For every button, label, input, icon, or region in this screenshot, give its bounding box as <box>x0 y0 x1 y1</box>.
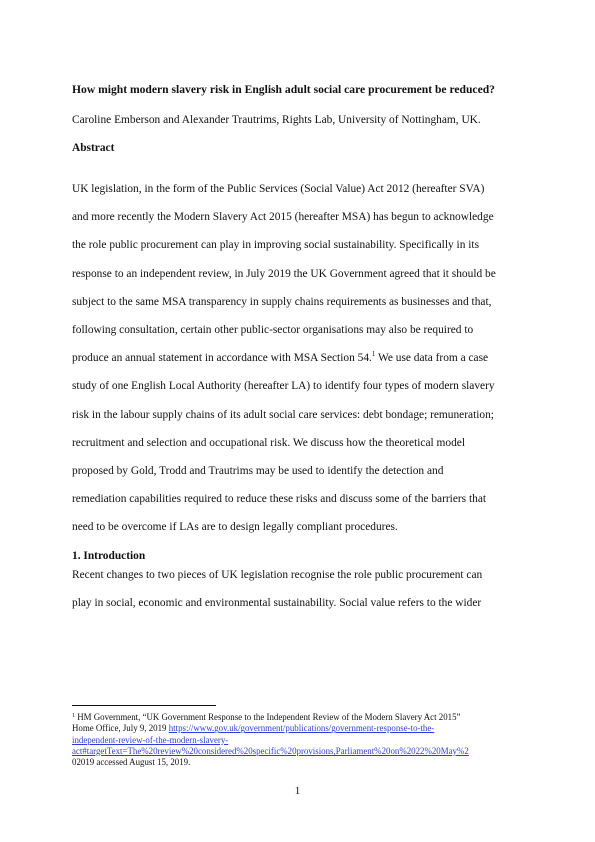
intro-line: Recent changes to two pieces of UK legislation recognise the role public procurement can <box>72 569 483 581</box>
introduction-body <box>72 561 532 617</box>
footnote-text: HM Government, “UK Government Response to the Independent Review of the Modern Slavery Act 2015” <box>75 712 461 722</box>
abstract-heading: Abstract <box>72 142 115 154</box>
abstract-line: proposed by Gold, Trodd and Trautrims may be used to identify the detection and <box>72 464 444 477</box>
abstract-line: following consultation, certain other public-sector organisations may also be required to <box>72 323 474 336</box>
abstract-line: recruitment and selection and occupational risk. We discuss how the theoretical model <box>72 436 465 449</box>
abstract-line: study of one English Local Authority (hereafter LA) to identify four types of modern slavery <box>72 380 495 393</box>
footnote-line <box>72 735 532 746</box>
abstract-line: need to be overcome if LAs are to design legally compliant procedures. <box>72 521 398 534</box>
section-heading-introduction: 1. Introduction <box>72 550 146 562</box>
footnote-link[interactable]: https://www.gov.uk/government/publications/government-response-to-the- <box>168 723 435 734</box>
footnote-line: 02019 accessed August 15, 2019. <box>72 757 191 768</box>
author-line: Caroline Emberson and Alexander Trautrims, Rights Lab, University of Nottingham, UK. <box>72 114 481 126</box>
abstract-line-with-footnote <box>72 344 532 372</box>
footnote-link[interactable]: act#targetText=The%20review%20considered%20specific%20provisions,Parliament%20on%2022%20May%2 <box>72 745 469 756</box>
footnote <box>72 712 532 768</box>
abstract-body <box>72 175 532 541</box>
footnote-separator <box>72 705 216 706</box>
footnote-text: Home Office, July 9, 2019 <box>72 723 169 734</box>
footnote-reference[interactable]: 1 <box>371 350 376 359</box>
abstract-line: remediation capabilities required to reduce these risks and discuss some of the barriers that <box>72 493 487 506</box>
abstract-line: and more recently the Modern Slavery Act 2015 (hereafter MSA) has begun to acknowledge <box>72 211 494 224</box>
footnote-line <box>72 723 532 734</box>
abstract-line: risk in the labour supply chains of its adult social care services: debt bondage; remuneration; <box>72 408 494 421</box>
abstract-line: the role public procurement can play in improving social sustainability. Specifically in its <box>72 239 480 252</box>
abstract-line: subject to the same MSA transparency in supply chains requirements as businesses and that, <box>72 295 492 308</box>
abstract-line: response to an independent review, in July 2019 the UK Government agreed that it should be <box>72 267 496 280</box>
footnote-line <box>72 712 532 723</box>
footnote-line <box>72 746 532 757</box>
page-number: 1 <box>294 785 301 797</box>
intro-line: play in social, economic and environmental sustainability. Social value refers to the wider <box>72 597 482 610</box>
abstract-line: UK legislation, in the form of the Public Services (Social Value) Act 2012 (hereafter SVA) <box>72 183 485 195</box>
footnote-number: 1 <box>72 713 75 719</box>
footnote-link[interactable]: independent-review-of-the-modern-slavery- <box>72 734 229 745</box>
paper-title: How might modern slavery risk in English adult social care procurement be reduced? <box>72 83 495 96</box>
abstract-text: We use data from a case <box>375 352 489 365</box>
abstract-text: produce an annual statement in accordance with MSA Section 54. <box>72 352 372 365</box>
